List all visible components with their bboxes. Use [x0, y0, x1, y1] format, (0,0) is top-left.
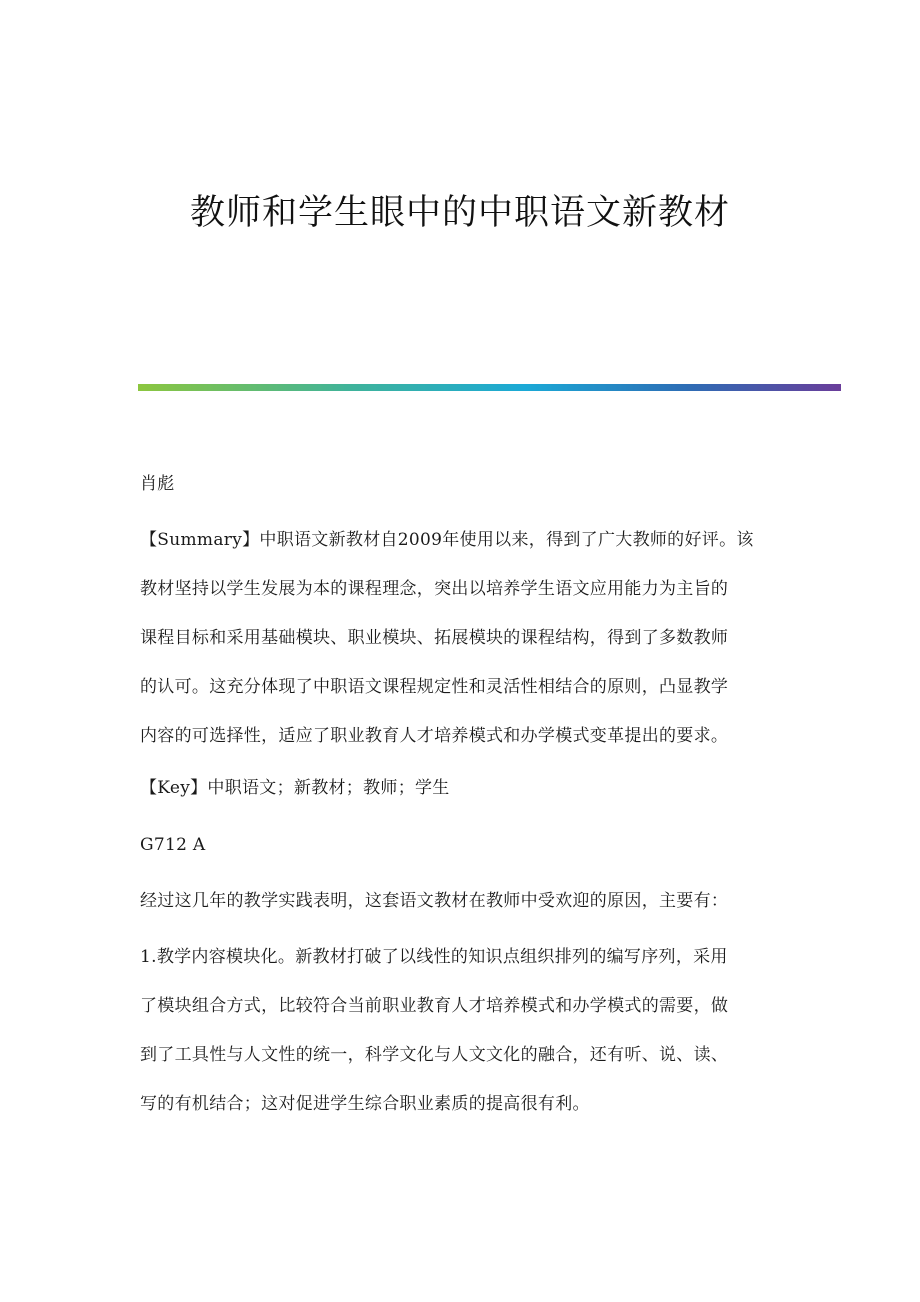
summary-line: 教材坚持以学生发展为本的课程理念，突出以培养学生语文应用能力为主旨的 [140, 579, 729, 599]
summary-line: 内容的可选择性，适应了职业教育人才培养模式和办学模式变革提出的要求。 [140, 726, 729, 746]
point-one-line: 了模块组合方式，比较符合当前职业教育人才培养模式和办学模式的需要，做 [140, 996, 729, 1016]
intro-paragraph: 经过这几年的教学实践表明，这套语文教材在教师中受欢迎的原因，主要有： [140, 891, 729, 911]
classification-code: G712 A [140, 835, 206, 855]
summary-line: 的认可。这充分体现了中职语文课程规定性和灵活性相结合的原则，凸显教学 [140, 677, 729, 697]
point-one-paragraph [140, 945, 772, 1141]
keywords-line: 【Key】中职语文；新教材；教师；学生 [140, 778, 450, 798]
summary-paragraph [140, 528, 772, 773]
summary-line: 【Summary】中职语文新教材自2009年使用以来，得到了广大教师的好评。该 [140, 530, 754, 550]
point-one-line: 到了工具性与人文性的统一，科学文化与人文文化的融合，还有听、说、读、 [140, 1045, 729, 1065]
page-title: 教师和学生眼中的中职语文新教材 [189, 193, 730, 233]
author-name: 肖彪 [140, 474, 175, 494]
point-one-line: 写的有机结合；这对促进学生综合职业素质的提高很有利。 [140, 1094, 590, 1114]
gradient-divider [138, 384, 841, 391]
summary-line: 课程目标和采用基础模块、职业模块、拓展模块的课程结构，得到了多数教师 [140, 628, 729, 648]
point-one-line: 1.教学内容模块化。新教材打破了以线性的知识点组织排列的编写序列，采用 [140, 947, 728, 967]
